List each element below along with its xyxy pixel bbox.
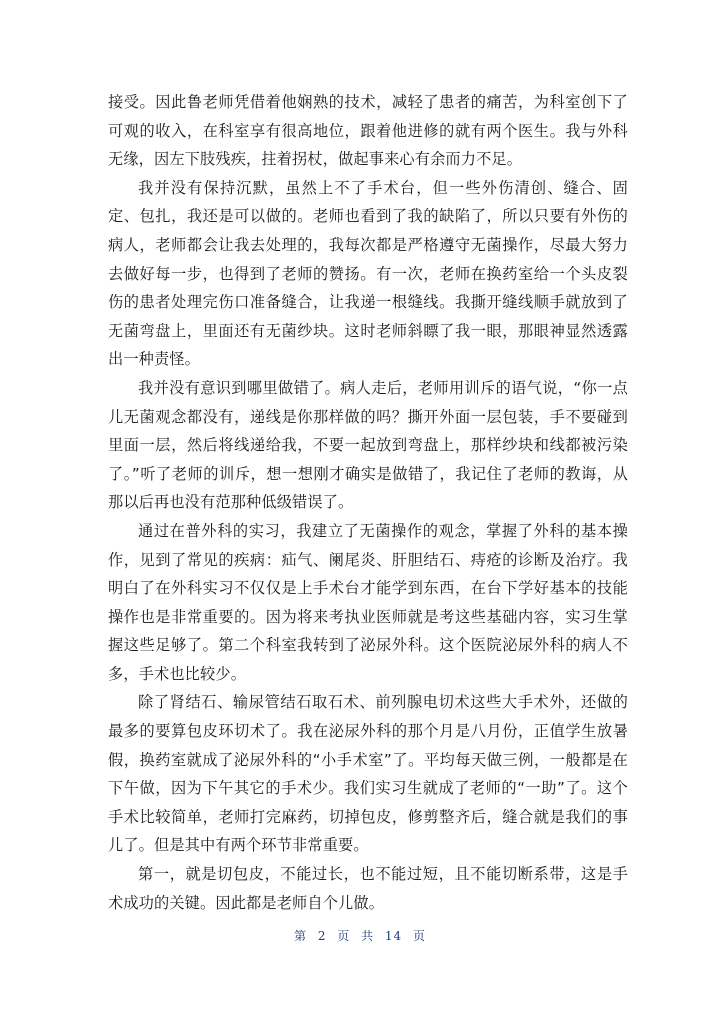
paragraph-5: 除了肾结石、输尿管结石取石术、前列腺电切术这些大手术外，还做的最多的要算包皮环切术了。我在泌尿外科的那个月是八月份，正值学生放暑假，换药室就成了泌尿外科的“小手术室”了。平均每天做三例，一般都是在下午做，因为下午其它的手术少。我们实习生就成了老师的“一助”了。这个手术比较简单，老师打完麻药，切掉包皮，修剪整齐后，缝合就是我们的事儿了。但是其中有两个环节非常重要。 [108,693,628,855]
paragraph-3: 我并没有意识到哪里做错了。病人走后，老师用训斥的语气说，“你一点儿无菌观念都没有，递线是你那样做的吗？撕开外面一层包装，手不要碰到里面一层，然后将线递给我，不要一起放到弯盘上，那样纱块和线都被污染了。”听了老师的训斥，想一想刚才确实是做错了，我记住了老师的教诲，从那以后再也没有范那种低级错误了。 [108,378,628,512]
paragraph-6: 第一，就是切包皮，不能过长，也不能过短，且不能切断系带，这是手术成功的关键。因此都是老师自个儿做。 [108,865,628,912]
paragraph-2: 我并没有保持沉默，虽然上不了手术台，但一些外伤清创、缝合、固定、包扎，我还是可以做的。老师也看到了我的缺陷了，所以只要有外伤的病人，老师都会让我去处理的，我每次都是严格遵守无菌操作，尽最大努力去做好每一步，也得到了老师的赞扬。有一次，老师在换药室给一个头皮裂伤的患者处理完伤口准备缝合，让我递一根缝线。我撕开缝线顺手就放到了无菌弯盘上，里面还有无菌纱块。这时老师斜瞟了我一眼，那眼神显然透露出一种责怪。 [108,178,628,369]
page-number-footer: 第 2 页 共 14 页 [294,929,426,943]
document-body [108,88,628,917]
paragraph-4: 通过在普外科的实习，我建立了无菌操作的观念，掌握了外科的基本操作，见到了常见的疾病：疝气、阑尾炎、肝胆结石、痔疮的诊断及治疗。我明白了在外科实习不仅仅是上手术台才能学到东西，在台下学好基本的技能操作也是非常重要的。因为将来考执业医师就是考这些基础内容，实习生掌握这些足够了。第二个科室我转到了泌尿外科。这个医院泌尿外科的病人不多，手术也比较少。 [108,521,628,683]
paragraph-1: 接受。因此鲁老师凭借着他娴熟的技术，减轻了患者的痛苦，为科室创下了可观的收入，在科室享有很高地位，跟着他进修的就有两个医生。我与外科无缘，因左下肢残疾，拄着拐杖，做起事来心有余而力不足。 [108,93,628,169]
